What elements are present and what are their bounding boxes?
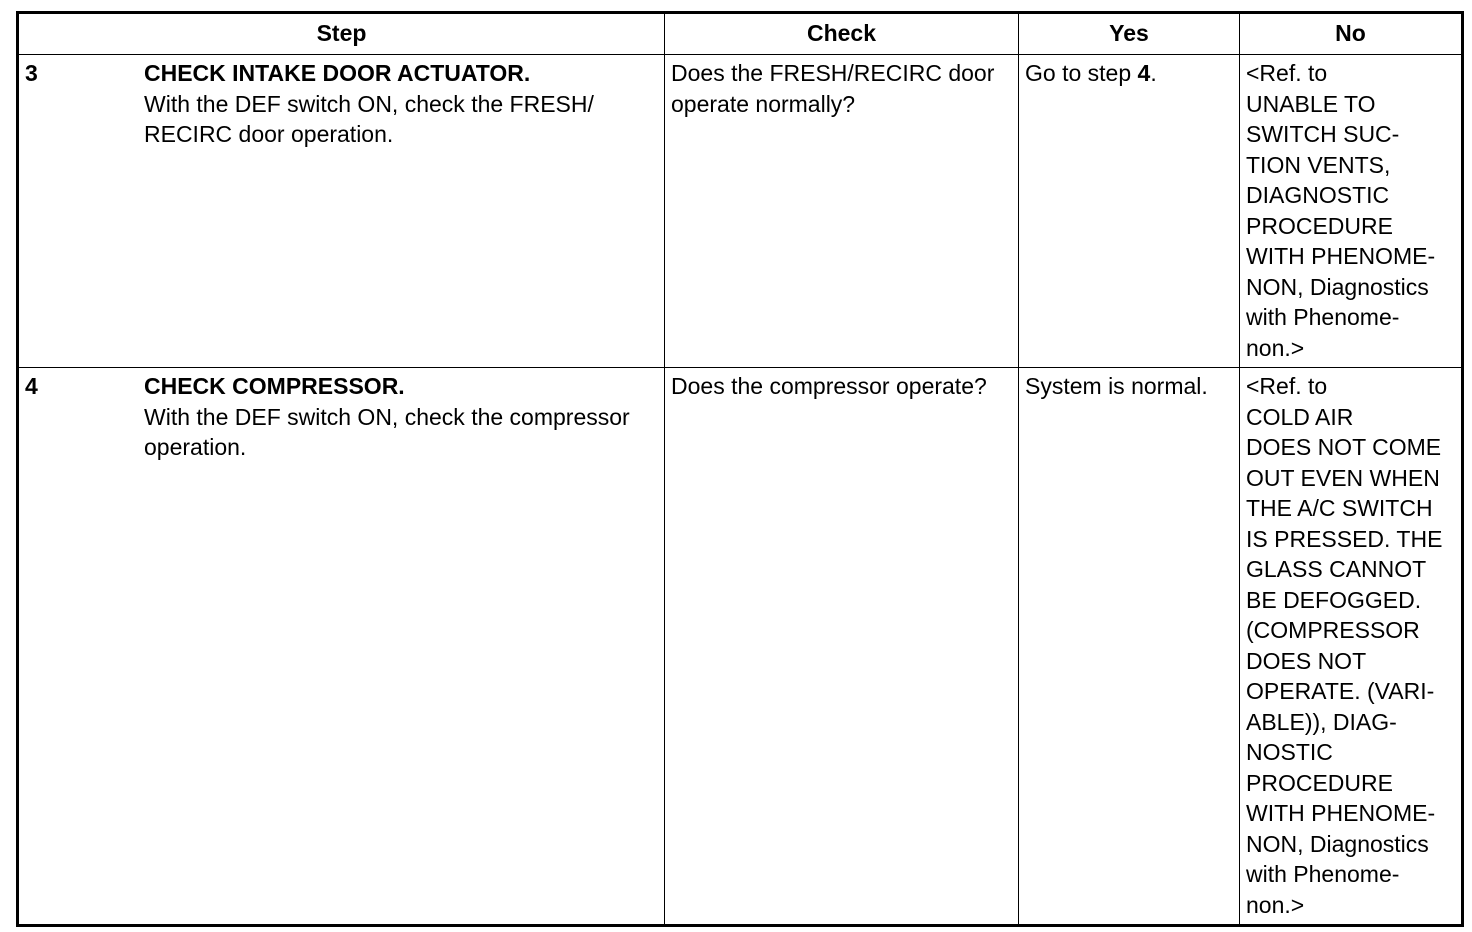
header-yes: Yes	[1019, 13, 1240, 55]
yes-cell	[1019, 368, 1240, 926]
step-title: CHECK COMPRESSOR.	[144, 373, 405, 399]
step-cell	[18, 55, 665, 368]
step-number: 3	[25, 60, 38, 86]
yes-cell	[1019, 55, 1240, 368]
step-number: 4	[25, 373, 38, 399]
step-instruction: With the DEF switch ON, check the FRESH/ RECIRC door operation.	[144, 90, 594, 147]
check-cell: Does the compressor operate?	[665, 368, 1019, 926]
header-row	[18, 13, 1463, 55]
diagnostic-table	[16, 11, 1464, 927]
header-step: Step	[18, 13, 665, 55]
table-row	[18, 368, 1463, 926]
yes-text: Go to step	[1025, 60, 1138, 86]
no-cell: <Ref. to COLD AIR DOES NOT COME OUT EVEN WHEN THE A/C SWITCH IS PRESSED. THE GLASS CANNOT BE DEFOGGED. (COMPRESSOR DOES NOT OPERATE. (VARI- ABLE)), DIAG- NOSTIC PROCEDURE WITH PHENOME- NON, Diagnostics with Phenome- non.>	[1240, 368, 1463, 926]
step-title: CHECK INTAKE DOOR ACTUATOR.	[144, 60, 531, 86]
yes-text: System is normal.	[1025, 373, 1208, 399]
header-check: Check	[665, 13, 1019, 55]
no-cell: <Ref. to UNABLE TO SWITCH SUC- TION VENTS, DIAGNOSTIC PROCEDURE WITH PHENOME- NON, Diagnostics with Phenome- non.>	[1240, 55, 1463, 368]
check-cell: Does the FRESH/RECIRC door operate normally?	[665, 55, 1019, 368]
table-row	[18, 55, 1463, 368]
yes-suffix: .	[1150, 60, 1157, 86]
step-cell	[18, 368, 665, 926]
header-no: No	[1240, 13, 1463, 55]
step-instruction: With the DEF switch ON, check the compressor operation.	[144, 403, 630, 460]
yes-step-link[interactable]: 4	[1137, 60, 1151, 86]
